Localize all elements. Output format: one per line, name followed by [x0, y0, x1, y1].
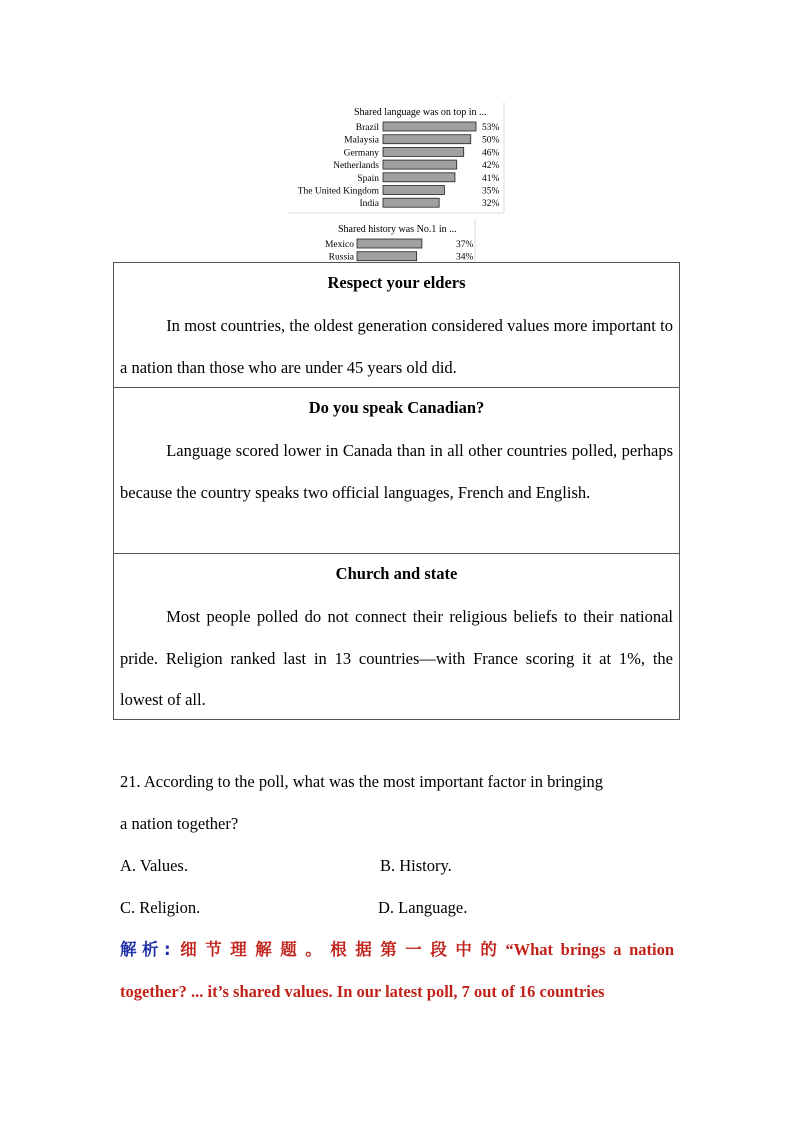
chart-category-label: Malaysia: [344, 135, 379, 146]
chart-category-label: Netherlands: [333, 161, 379, 172]
chart-bar: [357, 252, 417, 261]
section-body: Language scored lower in Canada than in all other countries polled, perhaps because the country speaks two official languages, French and English.: [120, 441, 673, 502]
question-stem-line-2: a nation together?: [120, 814, 239, 833]
section-body: Most people polled do not connect their religious beliefs to their national pride. Religion ranked last in 13 countries—with France scoring it at 1%, the lowest of all.: [120, 607, 673, 709]
chart-title: Shared history was No.1 in ...: [338, 224, 457, 235]
chart-value-label: 46%: [482, 148, 500, 159]
poll-figure: [288, 102, 508, 262]
option-b[interactable]: B. History.: [380, 856, 452, 875]
chart-bar: [383, 122, 476, 131]
chart-bar: [383, 135, 471, 144]
option-d[interactable]: D. Language.: [378, 898, 468, 917]
poll-bar-charts: [288, 102, 508, 262]
analysis-label: 解析: [120, 940, 165, 959]
chart-value-label: 32%: [482, 199, 500, 210]
chart-value-label: 37%: [456, 240, 474, 250]
chart-value-label: 53%: [482, 123, 500, 133]
question-stem-line-1: 21. According to the poll, what was the most important factor in bringing: [120, 772, 603, 791]
chart-value-label: 34%: [456, 252, 474, 262]
chart-category-label: The United Kingdom: [297, 186, 379, 197]
option-a[interactable]: A. Values.: [120, 856, 188, 875]
section-heading: Do you speak Canadian?: [308, 398, 485, 417]
analysis-quote: “What brings a nation together? ... it’s shared values. In our latest poll, 7 out of 16 countries: [120, 940, 675, 1001]
section-heading: Church and state: [335, 564, 458, 583]
chart-bar: [383, 186, 444, 195]
chart-title: Shared language was on top in ...: [354, 107, 487, 118]
option-c[interactable]: C. Religion.: [120, 898, 201, 917]
section-heading: Respect your elders: [327, 273, 466, 292]
chart-value-label: 41%: [482, 173, 500, 184]
chart-value-label: 50%: [482, 135, 500, 146]
analysis-text: 细节理解题。根据第一段中的: [180, 940, 506, 959]
chart-category-label: Brazil: [355, 123, 379, 133]
chart-bar: [383, 198, 439, 207]
chart-category-label: Russia: [328, 252, 354, 262]
section-speak-canadian: [113, 387, 680, 554]
chart-value-label: 42%: [482, 161, 500, 172]
chart-category-label: Mexico: [324, 240, 354, 250]
analysis-block: [120, 929, 674, 1012]
chart-bar: [383, 173, 455, 182]
chart-bar: [383, 147, 464, 156]
chart-bar: [357, 239, 422, 248]
section-church-state: [113, 553, 680, 720]
chart-bar: [383, 160, 457, 169]
analysis-colon: :: [164, 940, 173, 959]
chart-value-label: 35%: [482, 186, 500, 197]
chart-category-label: Germany: [343, 148, 379, 159]
chart-category-label: Spain: [357, 173, 379, 184]
chart-category-label: India: [359, 199, 379, 210]
section-respect-elders: [113, 262, 680, 388]
section-body: In most countries, the oldest generation considered values more important to a nation than those who are under 45 years old did.: [120, 316, 673, 377]
